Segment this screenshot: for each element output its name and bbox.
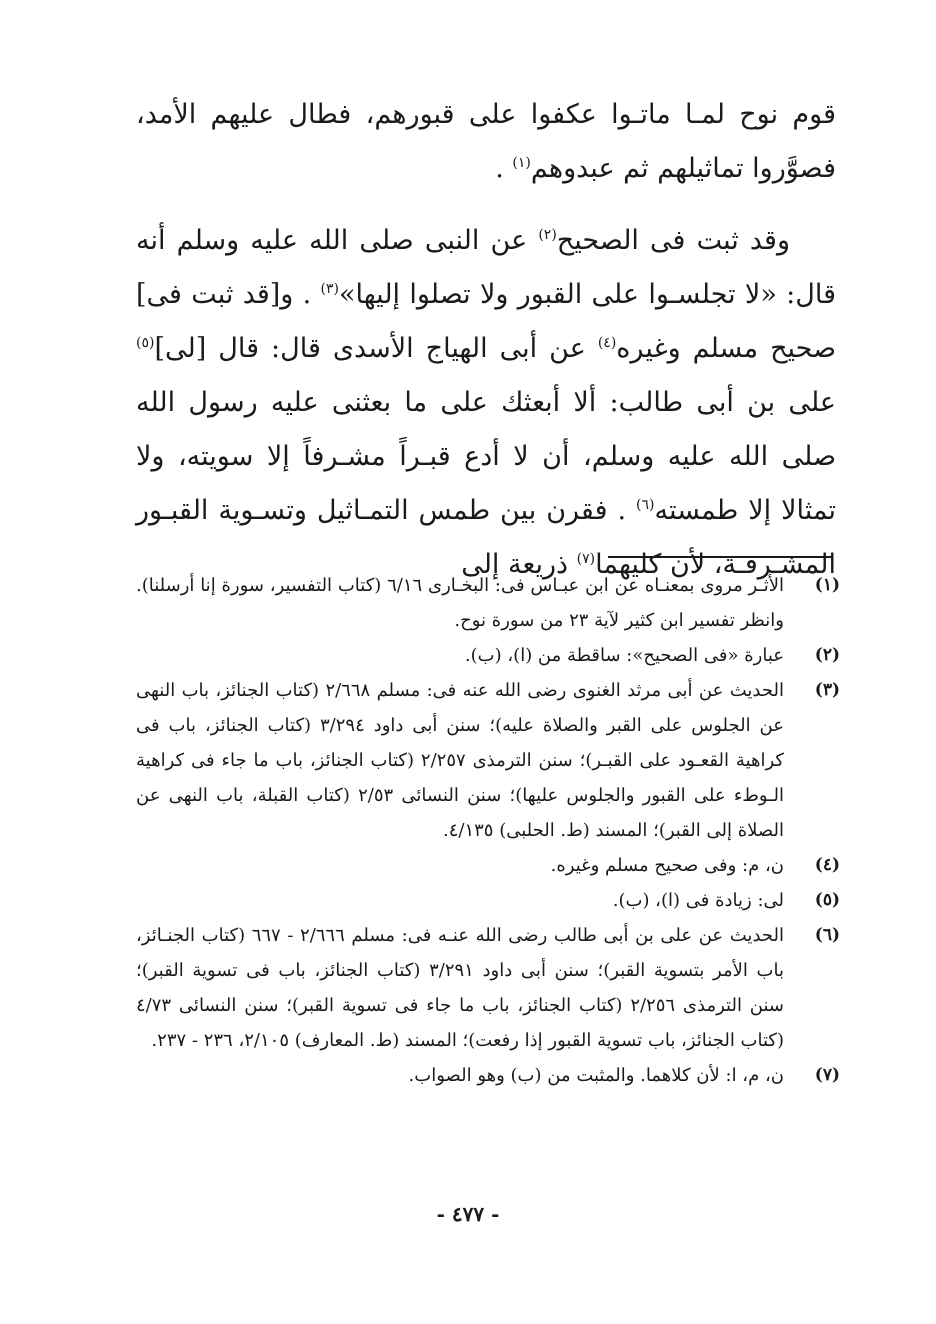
text-run: وقد ثبت فى الصحيح: [556, 225, 791, 256]
footnotes: [136, 568, 840, 1093]
footnote-ref: (٣): [320, 281, 339, 297]
footnote-text: الحديث عن أبى مرثد الغنوى رضى الله عنه فى: مسلم ٢/٦٦٨ (كتاب الجنائز، باب النهى عن الجلوس على القبر والصلاة عليه)؛ سنن أبى داود ٣/٢٩٤ (كتاب الجنائز، باب فى كراهية القعـود على القبـر)؛ سنن الترمذى ٢/٢٥٧ (كتاب الجنائز، باب ما جاء فى كراهية الـوطء على القبور والجلوس عليها)؛ سنن النسائى ٢/٥٣ (كتاب القبلة، باب النهى عن الصلاة إلى القبر)؛ المسند (ط. الحلبى) ٤/١٣٥.: [136, 680, 784, 841]
footnote: [136, 918, 840, 1058]
page-number: - ٤٧٧ -: [436, 1202, 500, 1226]
footnote-ref: (٥): [136, 335, 155, 351]
text-run: عن النبى صلى الله عليه وسلم أنه قال: «لا تجلسـوا على القبور ولا تصلوا إليها»: [136, 225, 836, 310]
paragraph: [136, 214, 836, 592]
text-run: عن أبى الهياج الأسدى قال: قال [لى]: [154, 333, 598, 364]
footnote-number: (٤): [814, 855, 840, 875]
main-text: [136, 88, 836, 592]
text-run: ذريعة إلى: [461, 549, 577, 580]
footnote: [136, 848, 840, 883]
text-run: . فقرن بين طمس التمـاثيل وتسـوية القبـور المشـرفـة، لأن كليهما: [136, 495, 836, 580]
footnote-divider: [608, 556, 832, 558]
footnote-number: (٦): [814, 925, 840, 945]
footnote-number: (٣): [814, 680, 840, 700]
paragraph: [136, 88, 836, 196]
footnote-number: (٢): [814, 645, 840, 665]
footnote-number: (١): [814, 575, 840, 595]
footnote-ref: (٤): [597, 335, 617, 351]
footnote: [136, 568, 840, 638]
footnote: [136, 673, 840, 848]
text-run: قوم نوح لمـا ماتـوا عكفوا على قبورهم، فطال عليهم الأمد، فصوَّروا تماثيلهم ثم عبدوهم: [136, 99, 836, 184]
footnote-text: عبارة «فى الصحيح»: ساقطة من (ا)، (ب).: [464, 645, 784, 666]
text-run: .: [495, 153, 513, 184]
footnote-ref: (٧): [576, 551, 596, 567]
footnote-text: الأثـر مروى بمعنـاه عن ابن عبـاس فى: البخـارى ٦/١٦ (كتاب التفسير، سورة إنا أرسلنا). وانظر تفسير ابن كثير لآية ٢٣ من سورة نوح.: [136, 575, 784, 631]
text-run: على بن أبى طالب: ألا أبعثك على ما بعثنى عليه رسول الله صلى الله عليه وسلم، أن لا أدع قبـراً مشـرفاً إلا سويته، ولا تمثالا إلا طمسته: [136, 387, 836, 526]
footnote-ref: (١): [512, 155, 531, 171]
footnote: [136, 638, 840, 673]
footnote: [136, 883, 840, 918]
footnote-text: الحديث عن على بن أبى طالب رضى الله عنـه فى: مسلم ٢/٦٦٦ - ٦٦٧ (كتاب الجنـائز، باب الأمر بتسوية القبر)؛ سنن أبى داود ٣/٢٩١ (كتاب الجنائز، باب فى تسوية القبر)؛ سنن الترمذى ٢/٢٥٦ (كتاب الجنائز، باب ما جاء فى تسوية القبر)؛ سنن النسائى ٤/٧٣ (كتاب الجنائز، باب تسوية القبور إذا رفعت)؛ المسند (ط. المعارف) ٢/١٠٥، ٢٣٦ - ٢٣٧.: [136, 925, 785, 1051]
footnote-ref: (٦): [636, 497, 655, 513]
footnote-text: ن، م، ا: لأن كلاهما. والمثبت من (ب) وهو الصواب.: [408, 1065, 784, 1086]
footnote-text: لى: زيادة فى (ا)، (ب).: [612, 890, 784, 911]
footnote-number: (٧): [814, 1065, 840, 1085]
footnote-text: ن، م: وفى صحيح مسلم وغيره.: [550, 855, 784, 876]
text-run: . و[قد ثبت فى] صحيح مسلم وغيره: [136, 279, 837, 364]
footnote-number: (٥): [814, 890, 840, 910]
footnote: [136, 1058, 840, 1093]
footnote-ref: (٢): [538, 227, 557, 243]
